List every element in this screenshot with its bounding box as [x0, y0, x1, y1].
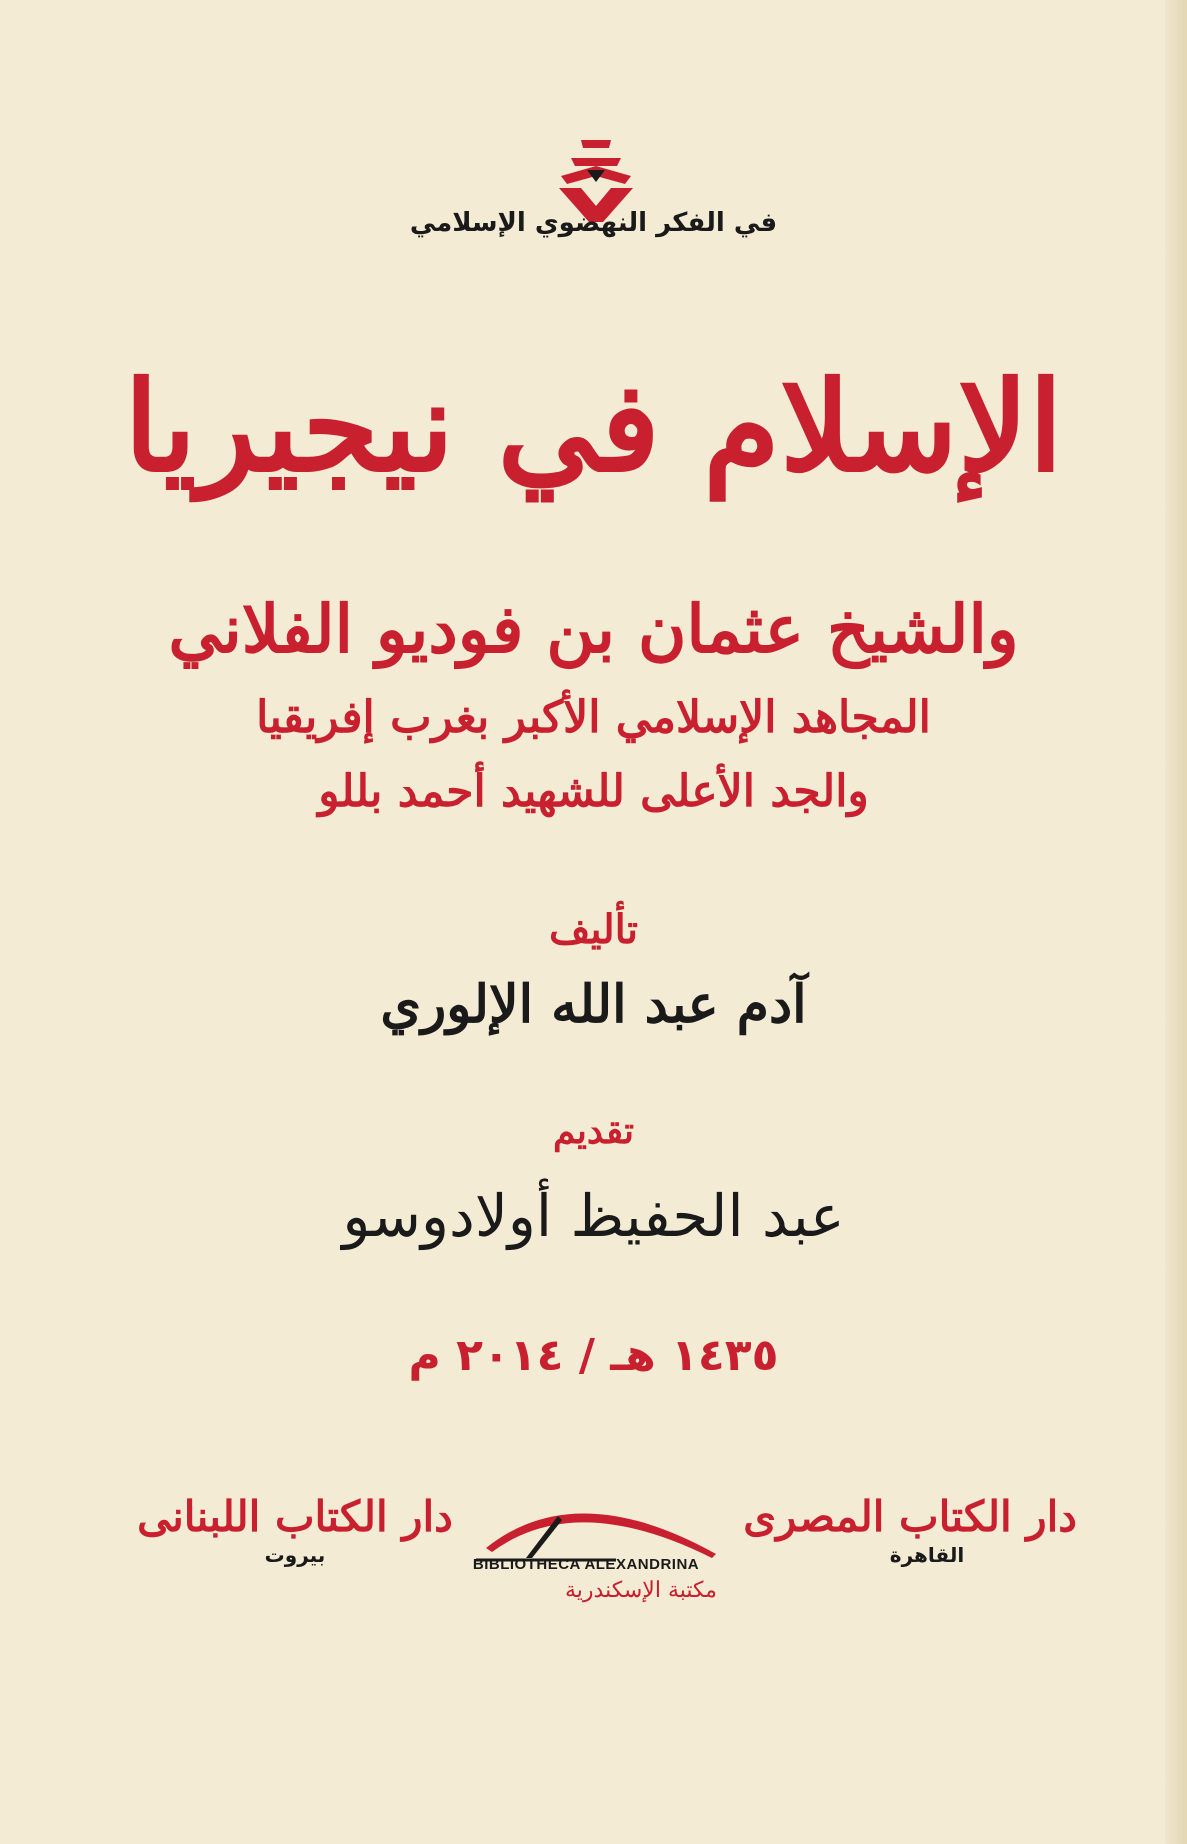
bibliotheca-name-arabic: مكتبة الإسكندرية: [565, 1578, 717, 1603]
publisher-cairo-city: القاهرة: [889, 1543, 965, 1567]
foreword-name: عبد الحفيظ أولادوسو: [342, 1182, 845, 1250]
book-description-line-2: والجد الأعلى للشهيد أحمد بللو: [318, 766, 869, 817]
bibliotheca-name-english: BIBLIOTHECA ALEXANDRINA: [472, 1556, 700, 1573]
series-name: في الفكر النهضوي الإسلامي: [409, 208, 778, 238]
publisher-beirut: [130, 1492, 460, 1567]
book-title: الإسلام في نيجيريا: [124, 355, 1063, 500]
publisher-cairo: [743, 1492, 1077, 1567]
publication-date: ١٤٣٥ هـ / ٢٠١٤ م: [408, 1330, 779, 1381]
book-description-line-1: المجاهد الإسلامي الأكبر بغرب إفريقيا: [256, 692, 931, 743]
publisher-beirut-city: بيروت: [264, 1543, 326, 1567]
publisher-beirut-name: دار الكتاب اللبنانى: [137, 1492, 453, 1541]
book-subtitle: والشيخ عثمان بن فوديو الفلاني: [168, 590, 1019, 668]
bibliotheca-alexandrina-logo: [466, 1486, 766, 1616]
author-name: آدم عبد الله الإلوري: [380, 974, 807, 1035]
author-label: تأليف: [549, 906, 638, 953]
foreword-label: تقديم: [552, 1110, 635, 1152]
publisher-cairo-name: دار الكتاب المصرى: [743, 1492, 1077, 1541]
